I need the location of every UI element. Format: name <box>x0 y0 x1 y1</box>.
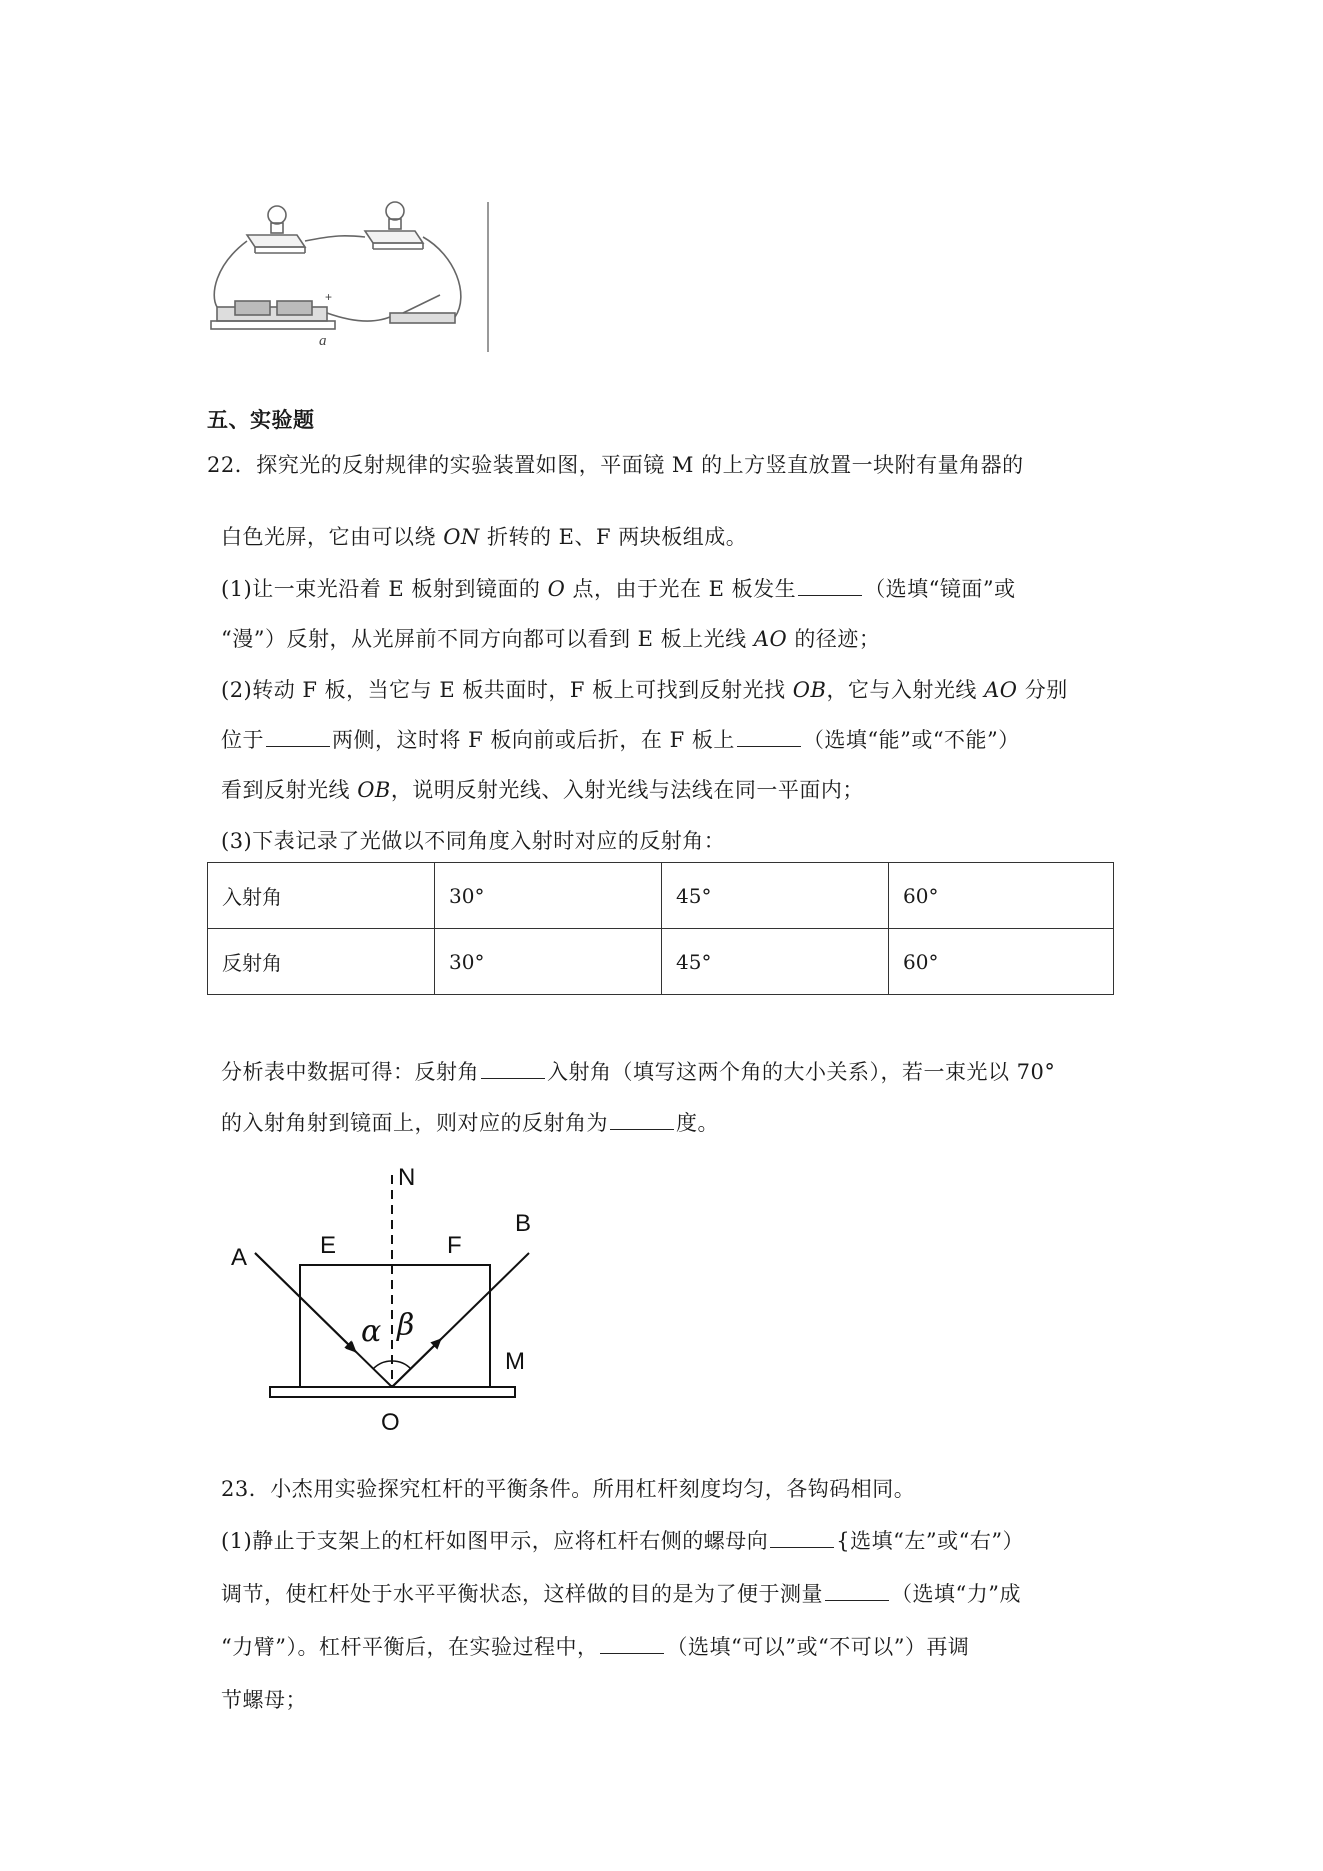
q22-p1-line2-b: 的径迹； <box>787 627 881 651</box>
q23-p1-line2-a: 调节，使杠杆处于水平平衡状态，这样做的目的是为了便于测量 <box>221 1582 823 1606</box>
q22-p2-line2-b: 两侧，这时将 F 板向前或后折，在 F 板上 <box>332 728 735 752</box>
q22-part1-line2 <box>221 624 880 654</box>
q23-p1-b: {选填“左”或“右”） <box>836 1529 1025 1553</box>
label-f: F <box>447 1232 462 1259</box>
q22-analysis-b: 入射角（填写这两个角的大小关系），若一束光以 70° <box>547 1060 1056 1084</box>
table-cell: 入射角 <box>208 863 435 929</box>
label-o: O <box>381 1409 400 1435</box>
angle-table <box>207 862 1114 995</box>
q23-p1-line3-a: “力臂”）。杠杆平衡后，在实验过程中， <box>221 1635 599 1659</box>
label-a: A <box>231 1244 248 1271</box>
q22-line2-on: ON <box>443 525 480 549</box>
q23-blank-2[interactable] <box>825 1580 889 1601</box>
q22-part2-line2 <box>221 725 1020 755</box>
q22-p1-line2-a: “漫”）反射，从光屏前不同方向都可以看到 E 板上光线 <box>221 627 754 651</box>
q23-part1-line4: 节螺母； <box>221 1688 307 1712</box>
q22-p2-ob: OB <box>792 678 827 702</box>
q22-line2-a: 白色光屏，它由可以绕 <box>221 525 444 549</box>
table-cell: 60° <box>889 863 1114 929</box>
table-cell: 反射角 <box>208 929 435 995</box>
q23-part1 <box>221 1526 1024 1556</box>
q22-p1-ao: AO <box>753 627 788 651</box>
q22-blank-3[interactable] <box>737 726 801 747</box>
q22-line2-b: 折转的 E、F 两块板组成。 <box>479 525 748 549</box>
q22-blank-4[interactable] <box>481 1058 545 1079</box>
table-row <box>208 863 1114 929</box>
q22-blank-5[interactable] <box>610 1109 674 1130</box>
q22-p1-b: 点，由于光在 E 板发生 <box>565 577 797 601</box>
q22-blank-2[interactable] <box>266 726 330 747</box>
table-cell: 30° <box>435 929 662 995</box>
q22-p2-line3-ob: OB <box>357 778 391 802</box>
q23-blank-1[interactable] <box>770 1527 834 1548</box>
q23-p1-a: (1)静止于支架上的杠杆如图甲示，应将杠杆右侧的螺母向 <box>221 1529 769 1553</box>
q23-p1-line2-b: （选填“力”成 <box>891 1582 1021 1606</box>
q22-p2-line2-a: 位于 <box>221 728 264 752</box>
section-title: 五、实验题 <box>207 408 315 432</box>
q22-p2-a: (2)转动 F 板，当它与 E 板共面时，F 板上可找到反射光找 <box>221 678 793 702</box>
circuit-divider <box>487 202 489 352</box>
q22-part3: (3)下表记录了光做以不同角度入射时对应的反射角： <box>221 829 726 853</box>
label-e: E <box>320 1232 337 1259</box>
q22-p2-line3-b: ，说明反射光线、入射光线与法线在同一平面内； <box>390 778 864 802</box>
q22-part2-line3 <box>221 775 864 805</box>
table-cell: 45° <box>662 863 889 929</box>
circuit-label-a: a <box>319 333 327 349</box>
label-alpha: α <box>361 1314 382 1349</box>
q22-p2-line3-a: 看到反射光线 <box>221 778 358 802</box>
q22-blank-1[interactable] <box>798 575 862 596</box>
label-b: B <box>515 1210 532 1237</box>
q22-p2-b: ，它与入射光线 <box>826 678 985 702</box>
q22-line2 <box>221 522 747 552</box>
q22-analysis <box>221 1057 1055 1087</box>
table-cell: 30° <box>435 863 662 929</box>
q23-part1-line3 <box>221 1632 969 1662</box>
label-n: N <box>398 1164 416 1191</box>
q23-part1-line2 <box>221 1579 1021 1609</box>
q22-p1-c: （选填“镜面”或 <box>864 577 1016 601</box>
q22-analysis-line2 <box>221 1108 719 1138</box>
q22-part1 <box>221 574 1016 604</box>
q23-line1: 23．小杰用实验探究杠杆的平衡条件。所用杠杆刻度均匀，各钩码相同。 <box>221 1477 916 1501</box>
reflection-figure <box>225 1155 585 1435</box>
table-cell: 45° <box>662 929 889 995</box>
q23-blank-3[interactable] <box>600 1633 664 1654</box>
q22-p2-c: 分别 <box>1017 678 1068 702</box>
q22-p1-o: O <box>547 577 566 601</box>
q22-analysis2-a: 的入射角射到镜面上，则对应的反射角为 <box>221 1111 608 1135</box>
q22-p2-ao: AO <box>984 678 1018 702</box>
q23-p1-line3-b: （选填“可以”或“不可以”）再调 <box>666 1635 970 1659</box>
label-beta: β <box>397 1308 415 1343</box>
q22-p2-line2-c: （选填“能”或“不能”） <box>802 728 1020 752</box>
svg-text:+: + <box>325 290 333 304</box>
q22-line1: 22．探究光的反射规律的实验装置如图，平面镜 M 的上方竖直放置一块附有量角器的 <box>207 453 1024 477</box>
q22-p1-a: (1)让一束光沿着 E 板射到镜面的 <box>221 577 548 601</box>
label-m: M <box>505 1348 525 1375</box>
plane-mirror <box>270 1387 515 1397</box>
table-cell: 60° <box>889 929 1114 995</box>
table-row <box>208 929 1114 995</box>
circuit-figure <box>205 195 475 350</box>
q22-analysis-a: 分析表中数据可得：反射角 <box>221 1060 479 1084</box>
q22-part2 <box>221 675 1068 705</box>
q22-analysis2-b: 度。 <box>676 1111 719 1135</box>
